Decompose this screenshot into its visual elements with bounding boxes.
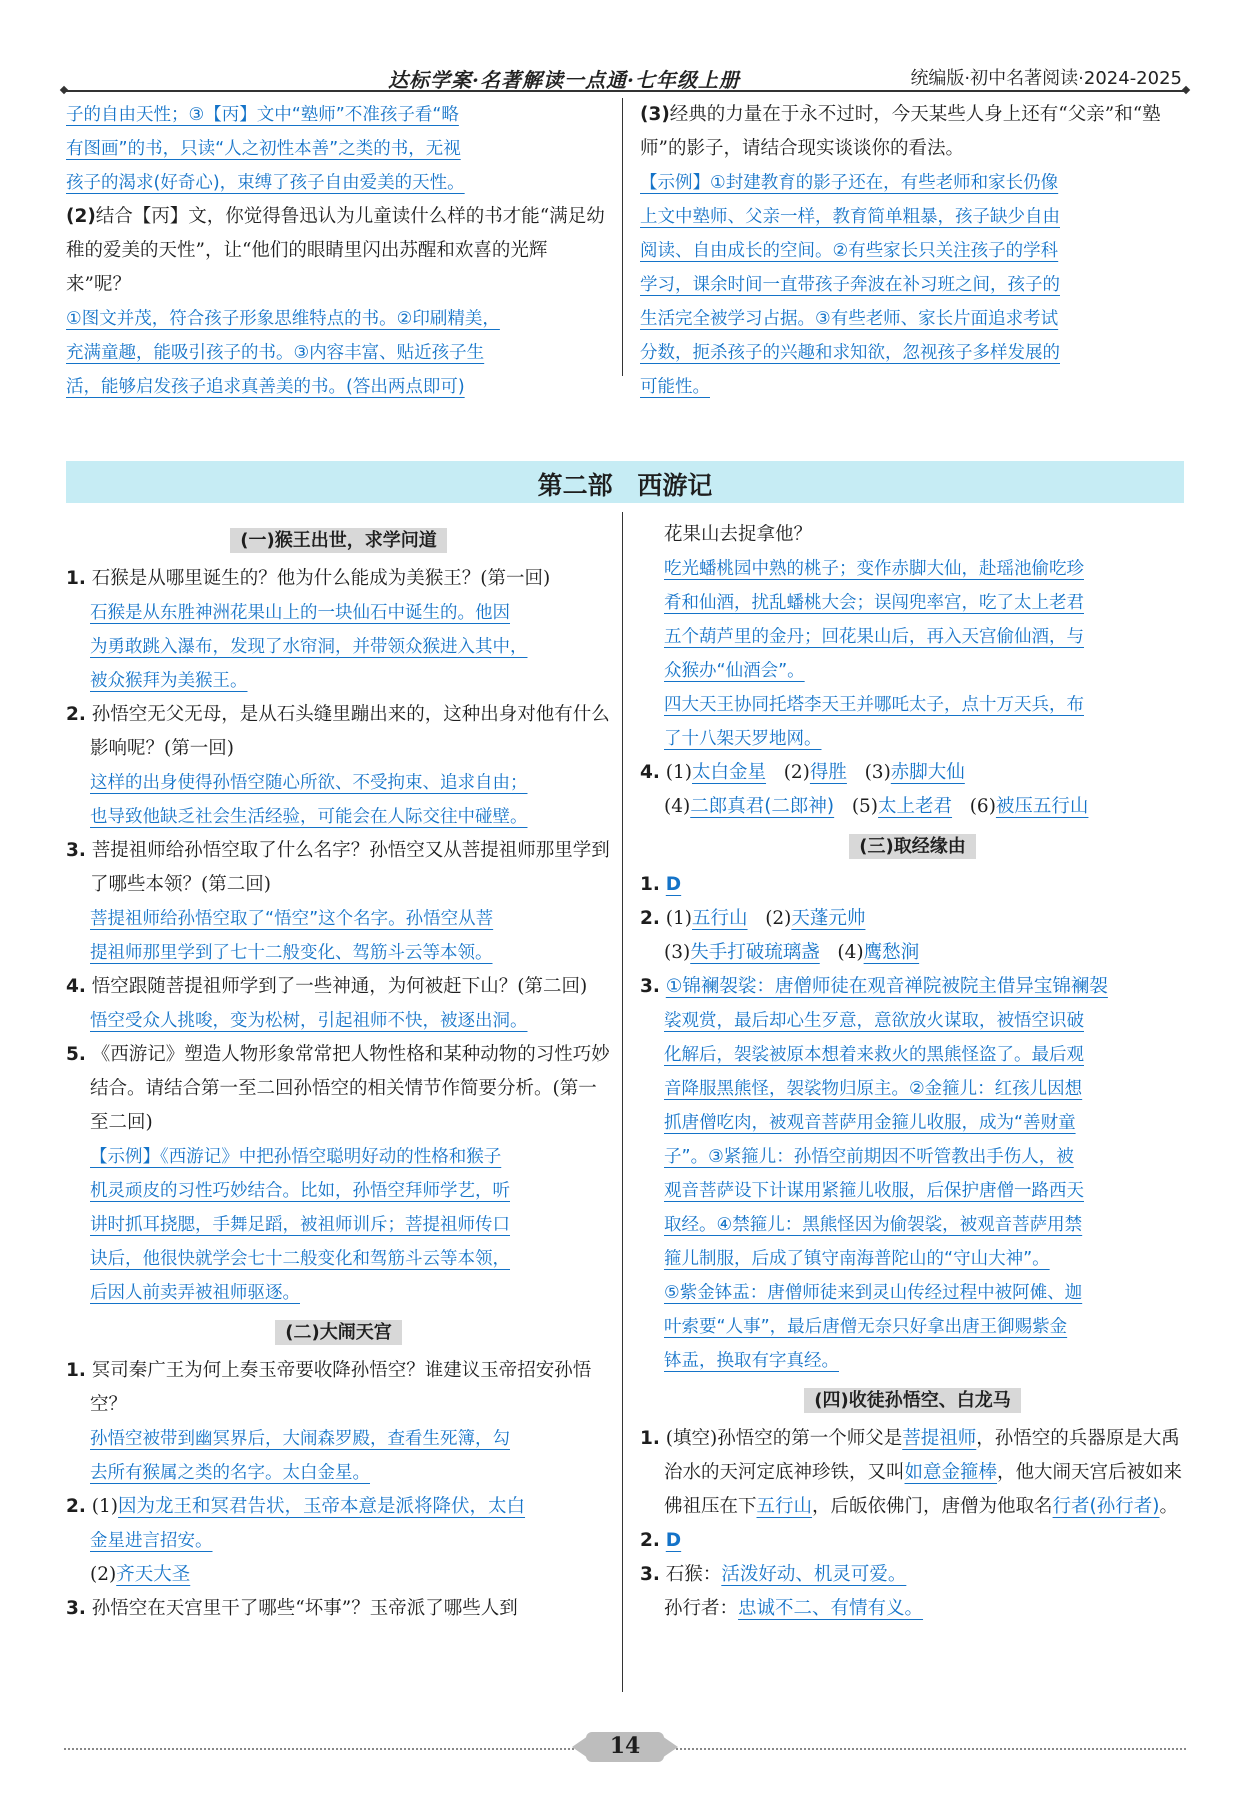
question-2 [66, 200, 611, 302]
answer-line: 【示例】《西游记》中把孙悟空聪明好动的性格和猴子 [90, 1147, 502, 1167]
question-text: 经典的力量在于永不过时，今天某些人身上还有“父亲”和“塾师”的影子，请结合现实谈谈你的看法。 [640, 104, 1161, 159]
answer-line: (3)失手打破琉璃盏 (4)鹰愁涧 [664, 942, 920, 963]
column-divider-top [622, 98, 623, 376]
answer-line: 被众猴拜为美猴王。 [90, 671, 248, 691]
question: 3. ①锦襕袈裟：唐僧师徒在观音禅院被院主借异宝锦襕袈 [640, 976, 1108, 997]
question: 3. 菩提祖师给孙悟空取了什么名字？孙悟空又从菩提祖师那里学到了哪些本领？(第二回) [66, 840, 610, 895]
question: 1. D [640, 874, 682, 895]
subsection-heading: (三)取经缘由 [640, 830, 1185, 864]
column-divider-main [622, 512, 623, 1692]
answer-line: 箍儿制服，后成了镇守南海普陀山的“守山大神”。 [664, 1249, 1050, 1269]
answer-line: ⑤紫金钵盂：唐僧师徒来到灵山传经过程中被阿傩、迦 [664, 1283, 1083, 1303]
answer-line: 也导致他缺乏社会生活经验，可能会在人际交往中碰壁。 [90, 807, 528, 827]
answer-line: 有图画”的书，只读“人之初性本善”之类的书，无视 [66, 139, 461, 159]
header-rule [64, 90, 1186, 92]
section-title [66, 466, 1184, 502]
subsection-heading: (四)收徒孙悟空、白龙马 [640, 1384, 1185, 1418]
answer-line: 诀后，他很快就学会七十二般变化和驾筋斗云等本领， [90, 1249, 510, 1269]
question-text: 结合【丙】文，你觉得鲁迅认为儿童读什么样的书才能“满足幼稚的爱美的天性”，让“他们的眼睛里闪出苏醒和欢喜的光辉来”呢？ [66, 206, 605, 295]
answer-line: 众猴办“仙酒会”。 [664, 661, 805, 681]
question: 3. 孙悟空在天宫里干了哪些“坏事”？玉帝派了哪些人到 [66, 1598, 518, 1619]
question-number: (3) [640, 104, 670, 125]
answer-line: 孩子的渴求(好奇心)，束缚了孩子自由爱美的天性。 [66, 173, 465, 193]
answer-line: 上文中塾师、父亲一样，教育简单粗暴，孩子缺少自由 [640, 207, 1060, 227]
question: 1. 石猴是从哪里诞生的？他为什么能成为美猴王？(第一回) [66, 568, 551, 589]
answer-line: 菩提祖师给孙悟空取了“悟空”这个名字。孙悟空从菩 [90, 909, 494, 929]
question: 2. (1)因为龙王和冥君告状，玉帝本意是派将降伏，太白 [66, 1496, 526, 1517]
question: 3. 石猴：活泼好动、机灵可爱。 [640, 1564, 907, 1585]
question: 2. D [640, 1530, 682, 1551]
answer-line: 学习，课余时间一直带孩子奔波在补习班之间，孩子的 [640, 275, 1060, 295]
answer-line: 活，能够启发孩子追求真善美的书。(答出两点即可) [66, 377, 465, 397]
answer-line: 去所有猴属之类的名字。太白金星。 [90, 1463, 370, 1483]
answer-line: 分数，扼杀孩子的兴趣和求知欲，忽视孩子多样发展的 [640, 343, 1060, 363]
answer-line: 后因人前卖弄被祖师驱逐。 [90, 1283, 300, 1303]
subsection-heading: (一)猴王出世，求学问道 [66, 524, 611, 558]
answer-line: 裟观赏，最后却心生歹意，意欲放火谋取，被悟空识破 [664, 1011, 1084, 1031]
page-number-badge [572, 1726, 678, 1768]
answer-line: 提祖师那里学到了七十二般变化、驾筋斗云等本领。 [90, 943, 493, 963]
header-rule-dot-left [60, 86, 68, 94]
answer-line: 了十八架天罗地网。 [664, 729, 822, 749]
answer-line: 这样的出身使得孙悟空随心所欲、不受拘束、追求自由； [90, 773, 528, 793]
answer-line: 四大天王协同托塔李天王并哪吒太子，点十万天兵，布 [664, 695, 1084, 715]
question: 2. 孙悟空无父无母，是从石头缝里蹦出来的，这种出身对他有什么影响呢？(第一回) [66, 704, 610, 759]
answer-line: 阅读、自由成长的空间。②有些家长只关注孩子的学科 [640, 241, 1059, 261]
answer-line: 金星进言招安。 [90, 1531, 213, 1551]
top-left-column [66, 98, 611, 404]
answer-line: 化解后，袈裟被原本想着来救火的黑熊怪盗了。最后观 [664, 1045, 1084, 1065]
answer-line: 孙行者：忠诚不二、有情有义。 [664, 1598, 924, 1619]
page-number: 14 [609, 1733, 641, 1759]
section-name: 西游记 [637, 471, 713, 500]
answer-line: 讲时抓耳挠腮，手舞足蹈，被祖师训斥；菩提祖师传口 [90, 1215, 510, 1235]
answer-line: 子”。③紧箍儿：孙悟空前期因不听管教出手伤人，被 [664, 1147, 1074, 1167]
answer-line: 吃光蟠桃园中熟的桃子；变作赤脚大仙，赴瑶池偷吃珍 [664, 559, 1084, 579]
question-3 [640, 98, 1185, 166]
answer-line: 取经。④禁箍儿：黑熊怪因为偷袈裟，被观音菩萨用禁 [664, 1215, 1083, 1235]
answer-line: 【示例】①封建教育的影子还在，有些老师和家长仍像 [640, 173, 1059, 193]
top-right-column [640, 98, 1185, 404]
answer-line: 机灵顽皮的习性巧妙结合。比如，孙悟空拜师学艺，听 [90, 1181, 510, 1201]
header-series-title: 统编版·初中名著阅读·2024-2025 [910, 68, 1182, 89]
answer-line: 钵盂，换取有字真经。 [664, 1351, 839, 1371]
question: 5. 《西游记》塑造人物形象常常把人物性格和某种动物的习性巧妙结合。请结合第一至二回孙悟空的相关情节作简要分析。(第一至二回) [66, 1044, 610, 1133]
section-band [66, 461, 1184, 503]
answer-line: 五个葫芦里的金丹；回花果山后，再入天宫偷仙酒，与 [664, 627, 1084, 647]
question-number: (2) [66, 206, 96, 227]
answer-line: 为勇敢跳入瀑布，发现了水帘洞，并带领众猴进入其中， [90, 637, 528, 657]
answer-line: 肴和仙酒，扰乱蟠桃大会；误闯兜率宫，吃了太上老君 [664, 593, 1084, 613]
main-left-column [66, 518, 611, 1626]
answer-line: 悟空受众人挑唆，变为松树，引起祖师不快，被逐出洞。 [90, 1011, 528, 1031]
answer-line: 孙悟空被带到幽冥界后，大闹森罗殿，查看生死簿，勾 [90, 1429, 510, 1449]
question-continued: 花果山去捉拿他？ [664, 524, 813, 545]
main-right-column [640, 518, 1185, 1626]
answer-line: 生活完全被学习占据。③有些老师、家长片面追求考试 [640, 309, 1059, 329]
answer-line: 音降服黑熊怪，袈裟物归原主。②金箍儿：红孩儿因想 [664, 1079, 1083, 1099]
answer-line: (2)齐天大圣 [90, 1564, 191, 1585]
answer-line: 叶索要“人事”，最后唐僧无奈只好拿出唐王御赐紫金 [664, 1317, 1068, 1337]
header-rule-dot-right [1182, 86, 1190, 94]
answer-line: 抓唐僧吃肉，被观音菩萨用金箍儿收服，成为“善财童 [664, 1113, 1076, 1133]
question: 4. 悟空跟随菩提祖师学到了一些神通，为何被赶下山？(第二回) [66, 976, 588, 997]
answer-line: (4)二郎真君(二郎神) (5)太上老君 (6)被压五行山 [664, 796, 1089, 817]
section-part: 第二部 [537, 471, 613, 500]
answer-line: 石猴是从东胜神洲花果山上的一块仙石中诞生的。他因 [90, 603, 510, 623]
question: 1. 冥司秦广王为何上奏玉帝要收降孙悟空？谁建议玉帝招安孙悟空？ [66, 1360, 592, 1415]
answer-line: ①图文并茂，符合孩子形象思维特点的书。②印刷精美， [66, 309, 500, 329]
answer-line: 观音菩萨设下计谋用紧箍儿收服，后保护唐僧一路西天 [664, 1181, 1084, 1201]
question: 2. (1)五行山 (2)天蓬元帅 [640, 908, 866, 929]
question: 1. (填空)孙悟空的第一个师父是菩提祖师，孙悟空的兵器原是大禹治水的天河定底神珍铁，又叫如意金箍棒，他大闹天宫后被如来佛祖压在下五行山，后皈依佛门，唐僧为他取名行者(孙行者)。 [640, 1428, 1183, 1517]
answer-line: 可能性。 [640, 377, 710, 397]
header-book-title: 达标学案·名著解读一点通·七年级上册 [388, 68, 740, 92]
subsection-heading: (二)大闹天宫 [66, 1316, 611, 1350]
answer-line: 充满童趣，能吸引孩子的书。③内容丰富、贴近孩子生 [66, 343, 485, 363]
answer-line: 子的自由天性；③【丙】文中“塾师”不准孩子看“略 [66, 105, 459, 125]
question: 4. (1)太白金星 (2)得胜 (3)赤脚大仙 [640, 762, 965, 783]
